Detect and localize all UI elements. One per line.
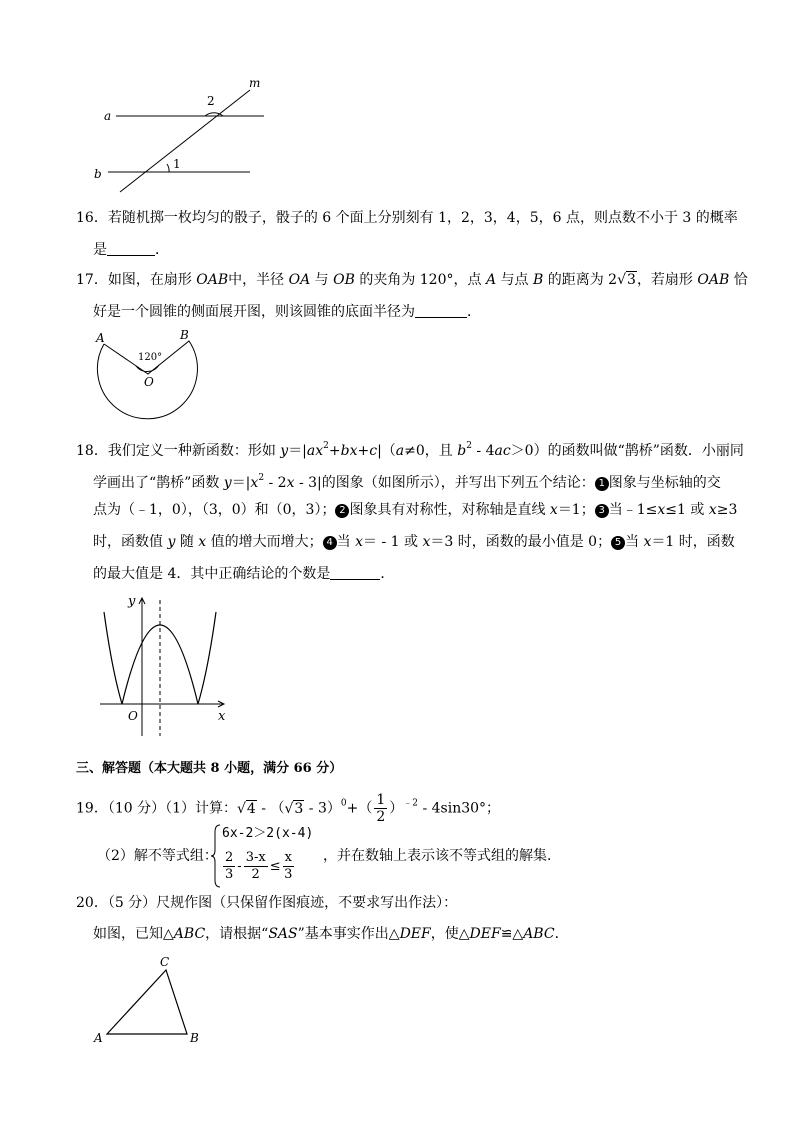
answer-blank (415, 303, 467, 318)
question-16-line2 (93, 240, 169, 260)
question-18-line5: 的最大值是 4．其中正确结论的个数是 ． (93, 566, 395, 582)
answer-blank (330, 565, 380, 580)
question-19-part2-text: ，并在数轴上表示该不等式组的解集． (323, 848, 561, 864)
fig-B: B (180, 328, 189, 342)
label-2: 2 (207, 94, 215, 108)
question-18-line4: 时，函数值 y 随 x 值的增大而增大； 4 当 x＝ - 1 或 x＝3 时，函数的最小值是 0； 5 当 x＝1 时，函数 (93, 534, 735, 550)
sqrt-symbol: √3 (617, 272, 636, 288)
question-16-line1: 16．若随机掷一枚均匀的骰子，骰子的 6 个面上分别刻有 1，2，3，4，5，6 点，则点数不小于 3 的概率 (76, 210, 738, 226)
circled-number-2: 2 (335, 504, 349, 518)
label-b: b (94, 167, 102, 181)
question-17-line2: 好是一个圆锥的侧面展开图，则该圆锥的底面半径为 ． (93, 304, 481, 320)
q16-text: 是 (93, 242, 107, 258)
q16-end: ． (155, 242, 169, 258)
system-brace (211, 824, 221, 888)
question-18-line3: 点为（﹣1，0），（3，0）和（0，3）； 2 图象具有对称性，对称轴是直线 x＝1； 3 当﹣1≤x≤1 或 x≥3 (93, 502, 738, 518)
question-18-line1: 18．我们定义一种新函数：形如 $y=|ax^2+bx+c|(a\ne 0$，且 $b^2 - 4ac>0$）的函数叫做“鹊桥”函数．小丽同 (76, 441, 744, 459)
origin-label: O (128, 709, 138, 723)
circled-number-5: 5 (611, 536, 625, 550)
question-19-part2-label: （2）解不等式组： (97, 848, 218, 864)
label-a: a (104, 109, 112, 123)
parallel-lines-figure (88, 76, 278, 198)
question-20-line1: 20．（5 分）尺规作图（只保留作图痕迹，不要求写出作法）： (76, 895, 458, 911)
inequality-2: $\frac{2}{3}$ - $\frac{3-x}{2}$ ≤ $\frac{x}{3}$ (225, 850, 293, 882)
axis-x-label: x (218, 709, 226, 724)
sector-figure (88, 324, 208, 426)
question-18-line2: 学画出了“鹊桥”函数 $y=|x^2 - 2x - 3|$的图象（如图所示），并写出下列五个结论： 1 图象与坐标轴的交 (93, 473, 721, 491)
section-3-heading: 三、解答题（本大题共 8 小题，满分 66 分） (76, 761, 343, 776)
circled-number-4: 4 (323, 536, 337, 550)
vertex-C: C (160, 955, 170, 969)
circled-number-3: 3 (595, 504, 609, 518)
fig-O: O (144, 375, 154, 389)
label-m: m (249, 76, 261, 90)
fig-A: A (96, 331, 105, 345)
function-graph-figure (92, 590, 232, 740)
circled-number-1: 1 (595, 477, 609, 491)
question-17-line1: 17．如图，在扇形 OAB中，半径 OA 与 OB 的夹角为 120°，点 A 与点 B 的距离为 2√3，若扇形 OAB 恰 (76, 272, 748, 288)
inequality-1: 6x-2＞2(x-4) (222, 826, 314, 841)
triangle-abc-figure (90, 952, 210, 1048)
vertex-B: B (190, 1031, 199, 1045)
vertex-A: A (94, 1031, 103, 1045)
question-20-line2: 如图，已知△ABC，请根据“SAS”基本事实作出△DEF，使△DEF≌△ABC． (93, 926, 569, 942)
sqrt-symbol: √3 (284, 800, 304, 817)
fraction-half: $\frac{1}{2}$ (376, 792, 386, 825)
sqrt-symbol: √4 (237, 800, 256, 817)
question-19-line1: 19．（10 分）（1）计算：√4 - （√3 - 3）$^0$+（ $\frac{1}{2}$ ）$^{﹣2}$ - 4sin30°； (76, 792, 501, 825)
label-1: 1 (173, 157, 181, 171)
axis-y-label: y (128, 594, 136, 609)
answer-blank (107, 241, 155, 256)
fig-angle: 120° (138, 352, 163, 363)
